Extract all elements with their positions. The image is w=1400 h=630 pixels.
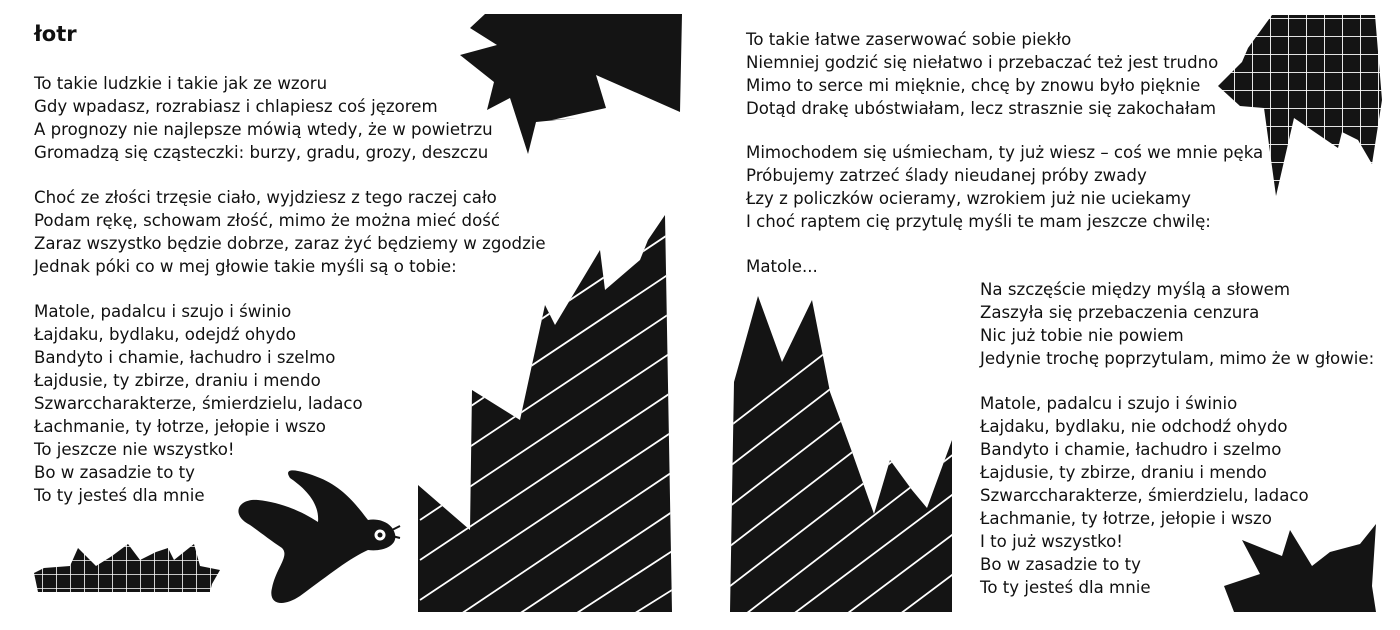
verse-line: Łachmanie, ty łotrze, jełopie i wszo [980,509,1272,528]
verse-line: Łajdusie, ty zbirze, draniu i mendo [34,371,321,390]
verse-line: Zaraz wszystko będzie dobrze, zaraz żyć będziemy w zgodzie [34,234,546,253]
verse-line: To takie ludzkie i takie jak ze wzoru [34,74,328,93]
grass-stripes-icon [712,240,972,630]
verse-line: Łachmanie, ty łotrze, jełopie i wszo [34,417,326,436]
verse-line: Matole, padalcu i szujo i świnio [980,394,1238,413]
verse-line: Matole... [746,257,818,276]
verse-line: Gromadzą się cząsteczki: burzy, gradu, grozy, deszczu [34,143,489,162]
right-stanza-2 [746,141,1263,233]
verse-line: To ty jesteś dla mnie [980,578,1151,597]
grass-grid-icon [34,544,220,592]
left-page [0,0,690,630]
verse-line: To ty jesteś dla mnie [34,486,205,505]
verse-line: Łzy z policzków ocieramy, wzrokiem już nie uciekamy [746,189,1191,208]
verse-line: Dotąd drakę ubóstwiałam, lecz strasznie się zakochałam [746,99,1217,118]
verse-line: I to już wszystko! [980,532,1123,551]
verse-line: Jednak póki co w mej głowie takie myśli są o tobie: [34,257,457,276]
verse-line: Niemniej godzić się niełatwo i przebaczać też jest trudno [746,53,1219,72]
verse-line: Matole, padalcu i szujo i świnio [34,302,292,321]
verse-line: I choć raptem cię przytulę myśli te mam jeszcze chwilę: [746,212,1211,231]
spiky-sun-icon [460,14,682,154]
verse-line: Łajdusie, ty zbirze, draniu i mendo [980,463,1267,482]
right-stanza-1 [746,28,1218,120]
verse-line: Szwarccharakterze, śmierdzielu, ladaco [34,394,363,413]
right-page [712,0,1400,630]
left-stanza-2 [34,186,546,278]
verse-line: Bandyto i chamie, łachudro i szelmo [34,348,336,367]
verse-line: Zaszyła się przebaczenia cenzura [980,303,1260,322]
page-gutter [690,0,712,630]
poem-title: łotr [34,22,77,46]
verse-line: To takie łatwe zaserwować sobie piekło [746,30,1072,49]
verse-line: Bo w zasadzie to ty [34,463,195,482]
right-stanza-5 [980,392,1309,599]
verse-line: Podam rękę, schowam złość, mimo że można mieć dość [34,211,501,230]
verse-line: Na szczęście między myślą a słowem [980,280,1291,299]
verse-line: Mimo to serce mi mięknie, chcę by znowu było pięknie [746,76,1201,95]
verse-line: Gdy wpadasz, rozrabiasz i chlapiesz coś jęzorem [34,97,438,116]
verse-line: Mimochodem się uśmiecham, ty już wiesz – coś we mnie pęka [746,143,1264,162]
verse-line: A prognozy nie najlepsze mówią wtedy, że w powietrzu [34,120,493,139]
verse-line: Szwarccharakterze, śmierdzielu, ladaco [980,486,1309,505]
verse-line: Nic już tobie nie powiem [980,326,1184,345]
verse-line: Choć ze złości trzęsie ciało, wyjdziesz z tego raczej cało [34,188,497,207]
left-stanza-3 [34,300,363,507]
verse-line: Łajdaku, bydlaku, nie odchodź ohydo [980,417,1288,436]
verse-line: Bandyto i chamie, łachudro i szelmo [980,440,1282,459]
right-stanza-4 [980,278,1374,370]
right-stanza-3 [746,255,818,278]
verse-line: Jedynie trochę poprzytulam, mimo że w głowie: [980,349,1375,368]
verse-line: Bo w zasadzie to ty [980,555,1141,574]
verse-line: Łajdaku, bydlaku, odejdź ohydo [34,325,296,344]
left-stanza-1 [34,72,493,164]
verse-line: To jeszcze nie wszystko! [34,440,235,459]
verse-line: Próbujemy zatrzeć ślady nieudanej próby zwady [746,166,1147,185]
